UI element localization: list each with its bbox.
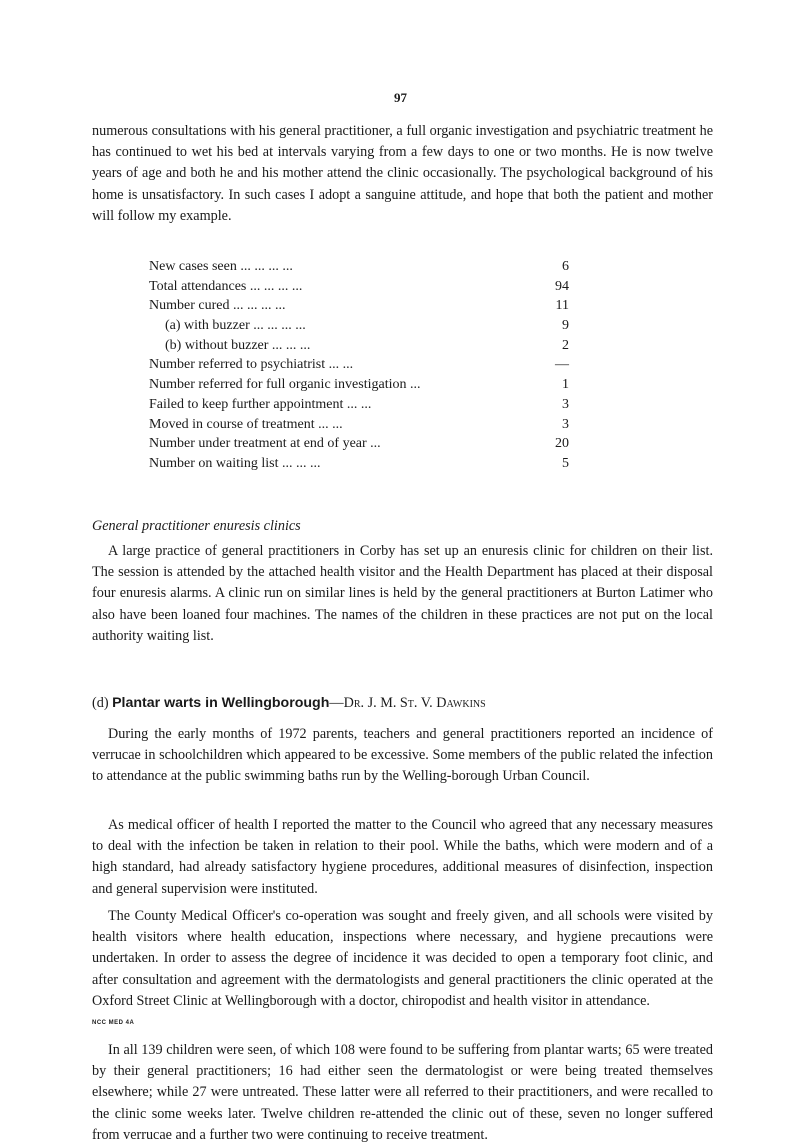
section-d-prefix: (d) xyxy=(92,695,113,711)
paragraph-results: In all 139 children were seen, of which 108 were found to be suffering from plantar warts; 65 were treated by their general practitioners; 16 had either seen the dermatologist or were being treated themselves elsewhere; while 27 were untreated. These latter were all referred to their practitioners, and were recalled to the clinic some weeks later. Twelve children re-attended the clinic out of these, seven no longer suffered from verrucae and a further two were continuing to receive treatment. xyxy=(92,1042,713,1143)
stats-value: 20 xyxy=(555,436,569,452)
stats-value: 1 xyxy=(562,377,569,393)
stats-label: Number under treatment at end of year ... xyxy=(149,436,381,452)
page-number: 97 xyxy=(394,90,407,105)
stats-value: 94 xyxy=(555,278,569,294)
stats-row xyxy=(149,296,629,316)
intro-paragraph: numerous consultations with his general practitioner, a full organic investigation and psychiatric treatment he has continued to wet his bed at intervals varying from a few days to one or two months. He is now twelve years of age and both he and his mother attend the clinic occasionally. The psychological background of his home is unsatisfactory. In such cases I adopt a sanguine attitude, and hope that both the patient and mother will follow my example. xyxy=(92,123,713,224)
stats-label: (a) with buzzer ... ... ... ... xyxy=(165,318,306,334)
stats-value: — xyxy=(555,357,569,373)
stats-label: Number referred for full organic investigation ... xyxy=(149,377,421,393)
stats-label: Moved in course of treatment ... ... xyxy=(149,416,343,432)
stats-row xyxy=(149,355,629,375)
stats-row xyxy=(149,336,629,356)
stats-row xyxy=(149,434,629,454)
stats-label: (b) without buzzer ... ... ... xyxy=(165,337,311,353)
stats-value: 5 xyxy=(562,455,569,471)
stats-label: Number on waiting list ... ... ... xyxy=(149,455,321,471)
section-d-title: Plantar warts in Wellingborough xyxy=(112,695,330,711)
paragraph-council-measures: As medical officer of health I reported the matter to the Council who agreed that any necessary measures to deal with the infection be taken in relation to their pool. While the baths, which were modern and of a high standard, had already satisfactory hygiene procedures, additional measures of disinfection, inspection and general supervision were instituted. xyxy=(92,817,713,897)
stats-label: Number referred to psychiatrist ... ... xyxy=(149,357,354,373)
section-d-heading xyxy=(92,695,486,712)
stats-label: Failed to keep further appointment ... ... xyxy=(149,396,372,412)
stats-value: 3 xyxy=(562,396,569,412)
paragraph-verrucae-incidence: During the early months of 1972 parents, teachers and general practitioners reported an incidence of verrucae in schoolchildren which appeared to be excessive. Some members of the public related the infection to attendance at the public swimming baths run by the Welling-borough Urban Council. xyxy=(92,726,713,785)
stats-value: 9 xyxy=(562,318,569,334)
stats-row xyxy=(149,454,629,474)
stats-value: 11 xyxy=(555,298,569,314)
stats-table xyxy=(149,257,629,474)
paragraph-county-cooperation: The County Medical Officer's co-operation was sought and freely given, and all schools were visited by health visitors where health education, inspections where necessary, and hygiene precautions were undertaken. In order to assess the degree of incidence it was decided to open a temporary foot clinic, and after consultation and agreement with the dermatologists and general practitioners the clinic operated at the Oxford Street Clinic at Wellingborough with a doctor, chiropodist and health visitor in attendance. xyxy=(92,908,713,1009)
gp-clinics-heading: General practitioner enuresis clinics xyxy=(92,518,301,534)
stats-value: 6 xyxy=(562,259,569,274)
stats-row xyxy=(149,277,629,297)
stats-row xyxy=(149,395,629,415)
stats-label: New cases seen ... ... ... ... xyxy=(149,259,293,274)
stats-value: 2 xyxy=(562,337,569,353)
stats-row xyxy=(149,316,629,336)
stats-label: Total attendances ... ... ... ... xyxy=(149,278,303,294)
stats-row xyxy=(149,257,629,277)
footer-code: NCC MED 4A xyxy=(92,1020,135,1026)
stats-label: Number cured ... ... ... ... xyxy=(149,298,286,314)
section-d-author: —Dr. J. M. St. V. Dawkins xyxy=(329,695,486,711)
stats-row xyxy=(149,375,629,395)
stats-value: 3 xyxy=(562,416,569,432)
gp-clinics-paragraph: A large practice of general practitioners in Corby has set up an enuresis clinic for children on their list. The session is attended by the attached health visitor and the Health Department has placed at their disposal four enuresis alarms. A clinic run on similar lines is held by the general practitioners at Burton Latimer who also have been loaned four machines. The names of the children in these practices are not put on the local authority waiting list. xyxy=(92,543,713,644)
stats-row xyxy=(149,415,629,435)
